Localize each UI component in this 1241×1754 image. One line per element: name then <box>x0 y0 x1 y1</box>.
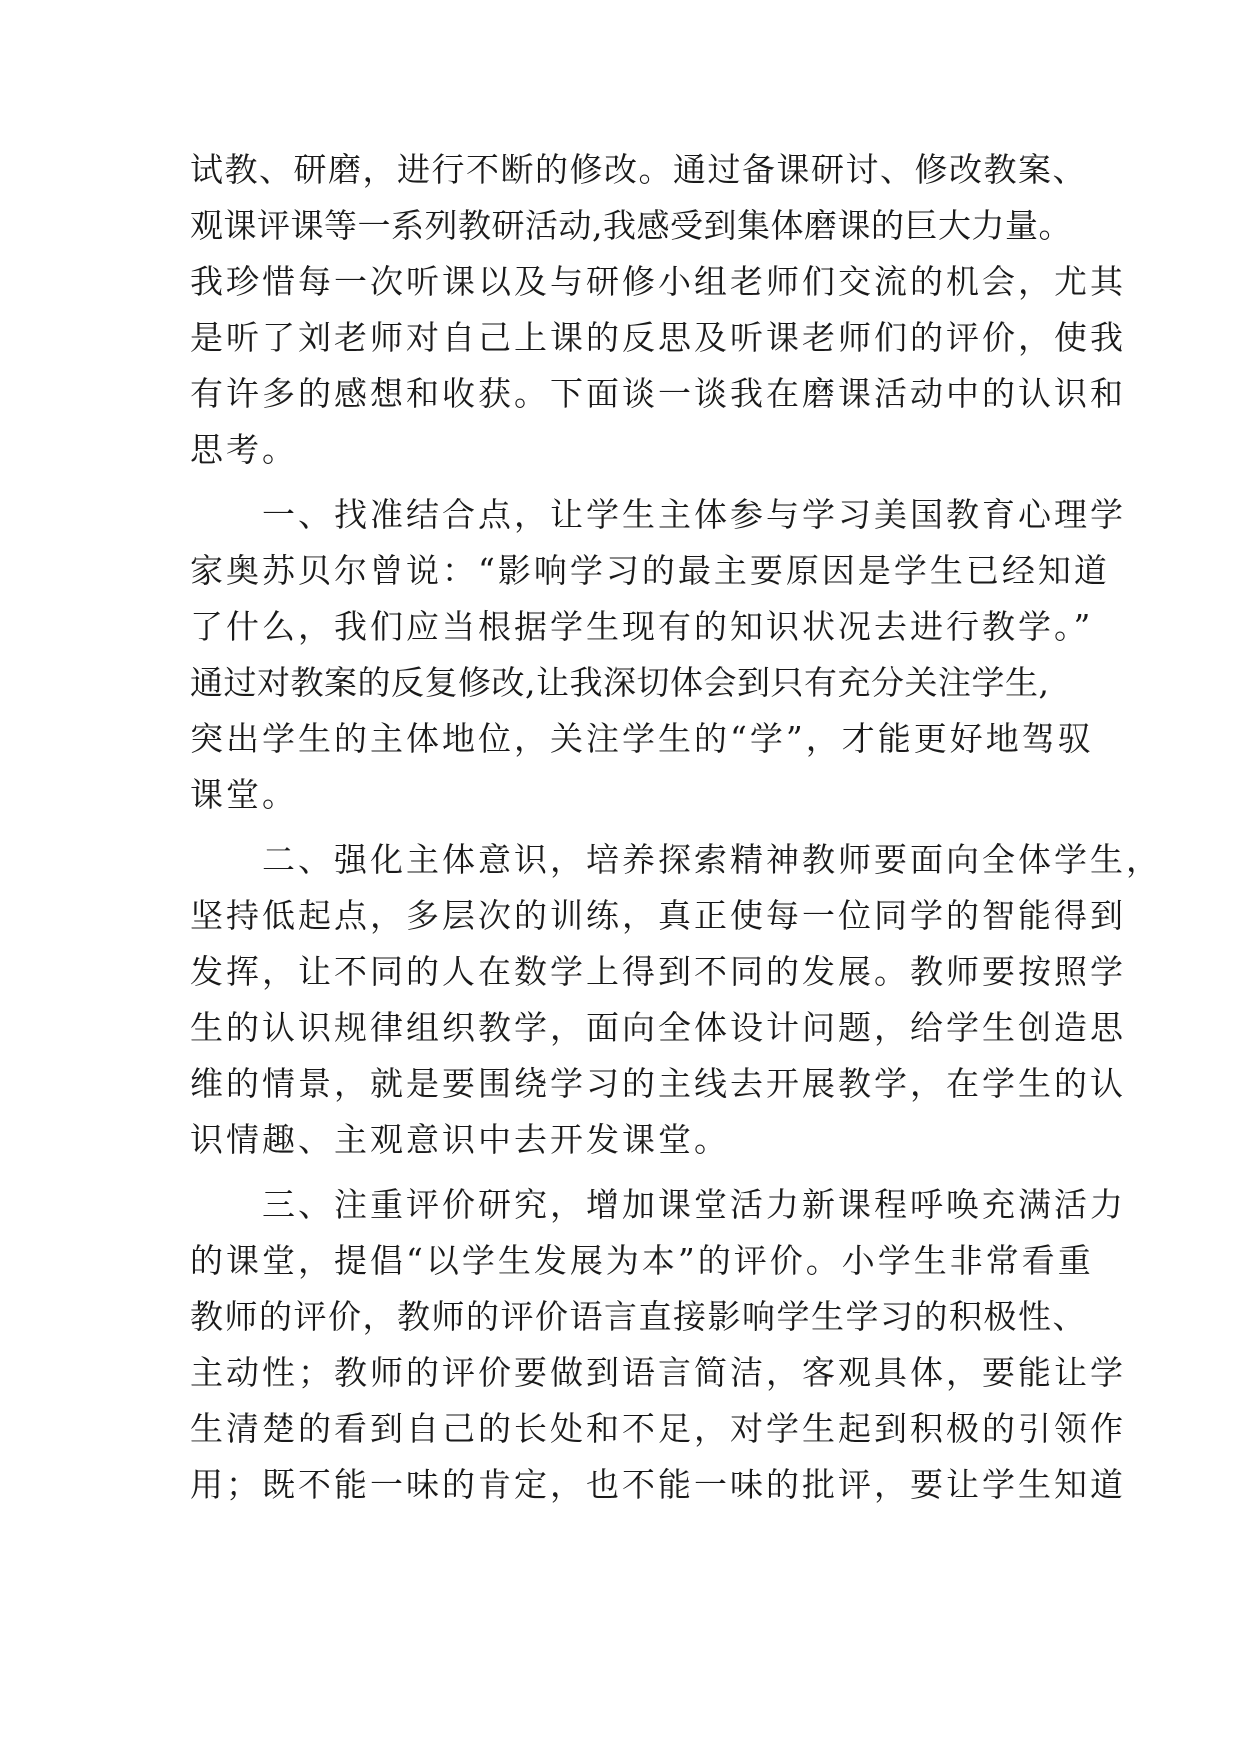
text-line-11: 突出学生的主体地位，关注学生的“学”，才能更好地驾驭 <box>190 719 1094 758</box>
text-line-23: 生清楚的看到自己的长处和不足，对学生起到积极的引领作 <box>190 1409 1126 1448</box>
text-line-14: 坚持低起点，多层次的训练，真正使每一位同学的智能得到 <box>190 896 1126 935</box>
text-line-13: 二、强化主体意识，培养探索精神教师要面向全体学生， <box>190 840 1162 879</box>
text-line-1: 试教、研磨，进行不断的修改。通过备课研讨、修改教案、 <box>190 150 1087 189</box>
text-line-19: 三、注重评价研究，增加课堂活力新课程呼唤充满活力 <box>190 1185 1126 1224</box>
text-line-16: 生的认识规律组织教学，面向全体设计问题，给学生创造思 <box>190 1008 1126 1047</box>
text-line-22: 主动性；教师的评价要做到语言简洁，客观具体，要能让学 <box>190 1353 1126 1392</box>
text-line-20: 的课堂，提倡“以学生发展为本”的评价。小学生非常看重 <box>190 1241 1094 1280</box>
text-line-10: 通过对教案的反复修改,让我深切体会到只有充分关注学生, <box>190 663 1050 702</box>
text-line-2: 观课评课等一系列教研活动,我感受到集体磨课的巨大力量。 <box>190 206 1072 245</box>
text-line-8: 家奥苏贝尔曾说：“影响学习的最主要原因是学生已经知道 <box>190 551 1110 590</box>
text-line-21: 教师的评价，教师的评价语言直接影响学生学习的积极性、 <box>190 1297 1087 1336</box>
text-line-17: 维的情景，就是要围绕学习的主线去开展教学，在学生的认 <box>190 1064 1126 1103</box>
text-line-3: 我珍惜每一次听课以及与研修小组老师们交流的机会，尤其 <box>190 262 1126 301</box>
text-line-18: 识情趣、主观意识中去开发课堂。 <box>190 1120 730 1159</box>
text-line-12: 课堂。 <box>190 775 298 814</box>
text-line-5: 有许多的感想和收获。下面谈一谈我在磨课活动中的认识和 <box>190 374 1126 413</box>
text-line-6: 思考。 <box>190 430 298 469</box>
text-line-4: 是听了刘老师对自己上课的反思及听课老师们的评价，使我 <box>190 318 1126 357</box>
text-line-15: 发挥，让不同的人在数学上得到不同的发展。教师要按照学 <box>190 952 1126 991</box>
text-line-24: 用；既不能一味的肯定，也不能一味的批评，要让学生知道 <box>190 1465 1126 1504</box>
text-line-7: 一、找准结合点，让学生主体参与学习美国教育心理学 <box>190 495 1126 534</box>
text-line-9: 了什么，我们应当根据学生现有的知识状况去进行教学。” <box>190 607 1094 646</box>
